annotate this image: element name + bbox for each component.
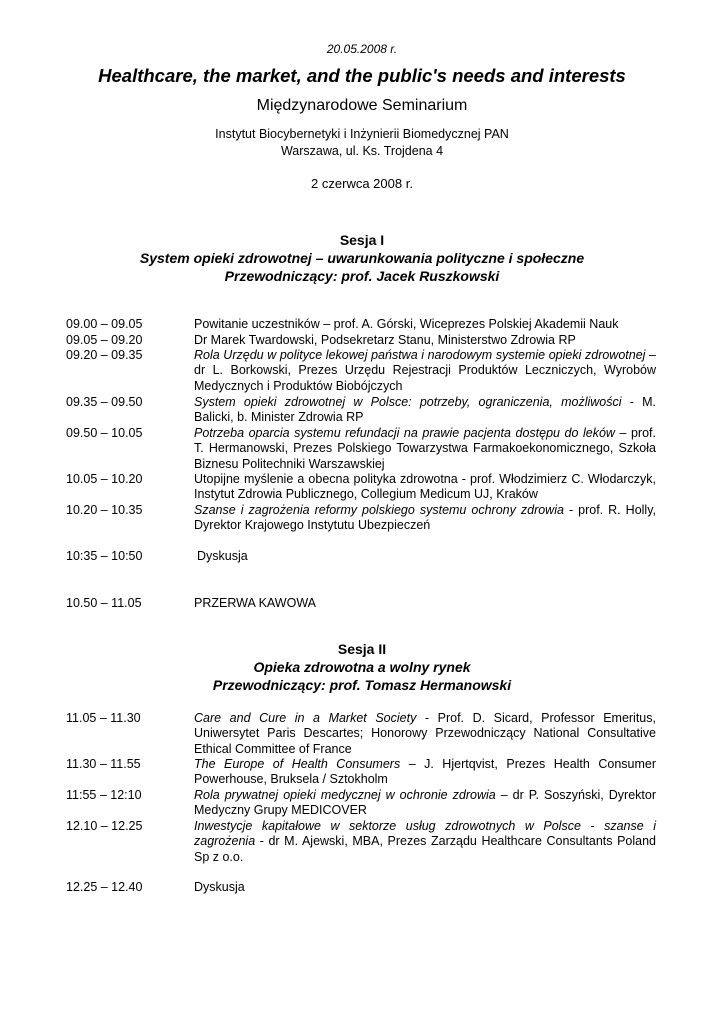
agenda-time: 09.05 – 09.20	[66, 333, 143, 347]
agenda-time: 12.25 – 12.40	[66, 880, 143, 894]
agenda-description	[194, 395, 656, 426]
agenda-talk-title: System opieki zdrowotnej w Polsce: potrzeby, ograniczenia, możliwości	[194, 395, 622, 409]
agenda-description	[194, 503, 656, 534]
agenda-description	[194, 333, 656, 348]
session-1-topic: System opieki zdrowotnej – uwarunkowania polityczne i społeczne	[139, 250, 585, 266]
agenda-time: 11.05 – 11.30	[66, 711, 141, 725]
agenda-time: 10.20 – 10.35	[66, 503, 143, 517]
agenda-time: 09.50 – 10.05	[66, 426, 143, 440]
document-title: Healthcare, the market, and the public's needs and interests	[98, 65, 626, 86]
agenda-description	[194, 472, 656, 503]
agenda-speaker: - M. Balicki, b. Minister Zdrowia RP	[194, 395, 656, 425]
agenda-speaker: Dyskusja	[197, 549, 248, 563]
agenda-time: 09.00 – 09.05	[66, 317, 143, 331]
agenda-time: 09.20 – 09.35	[66, 348, 143, 362]
agenda-description	[194, 819, 656, 865]
agenda-speaker: - prof. R. Holly, Dyrektor Krajowego Instytutu Ubezpieczeń	[194, 503, 656, 533]
agenda-time: 11:55 – 12:10	[66, 788, 142, 802]
session-2-chair: Przewodniczący: prof. Tomasz Hermanowski	[212, 677, 512, 693]
seminar-label: Międzynarodowe Seminarium	[256, 97, 468, 114]
session-2-topic: Opieka zdrowotna a wolny rynek	[253, 659, 471, 675]
agenda-description	[194, 596, 656, 611]
agenda-time: 11.30 – 11.55	[66, 757, 141, 771]
agenda-talk-title: Care and Cure in a Market Society	[194, 711, 417, 725]
agenda-speaker: Powitanie uczestników – prof. A. Górski, Wiceprezes Polskiej Akademii Nauk	[194, 317, 619, 331]
agenda-speaker: Utopijne myślenie a obecna polityka zdrowotna - prof. Włodzimierz C. Włodarczyk, Instytut Zdrowia Publicznego, Collegium Medicum UJ, Kraków	[194, 472, 656, 502]
agenda-time: 12.10 – 12.25	[66, 819, 143, 833]
agenda-description	[194, 711, 656, 757]
document-date: 20.05.2008 r.	[326, 42, 398, 56]
agenda-speaker: Dyskusja	[194, 880, 245, 894]
agenda-description	[194, 317, 656, 332]
session-2-heading: Sesja II	[337, 641, 387, 657]
agenda-speaker: PRZERWA KAWOWA	[194, 596, 316, 610]
agenda-time: 10.05 – 10.20	[66, 472, 143, 486]
event-date: 2 czerwca 2008 r.	[311, 176, 413, 191]
agenda-talk-title: Inwestycje kapitałowe w sektorze usług zdrowotnych w Polsce - szanse i zagrożenia	[194, 819, 656, 849]
agenda-time: 10:35 – 10:50	[66, 549, 143, 563]
agenda-speaker: - Prof. D. Sicard, Professor Emeritus, Uniwersytet Paris Descartes; Honorowy Przewodniczący National Consultative Ethical Committee of France	[194, 711, 656, 756]
session-1-heading: Sesja I	[339, 232, 385, 248]
agenda-speaker: – dr L. Borkowski, Prezes Urzędu Rejestracji Produktów Leczniczych, Wyrobów Medycznych i Produktów Biobójczych	[194, 348, 656, 393]
agenda-time: 10.50 – 11.05	[66, 596, 142, 610]
institute-address: Warszawa, ul. Ks. Trojdena 4	[280, 144, 444, 158]
agenda-description	[194, 426, 656, 472]
agenda-speaker: Dr Marek Twardowski, Podsekretarz Stanu, Ministerstwo Zdrowia RP	[194, 333, 576, 347]
agenda-talk-title: Rola prywatnej opieki medycznej w ochronie zdrowia	[194, 788, 496, 802]
agenda-talk-title: The Europe of Health Consumers	[194, 757, 401, 771]
agenda-speaker: – dr P. Soszyński, Dyrektor Medyczny Grupy MEDICOVER	[194, 788, 656, 818]
agenda-description	[194, 788, 656, 819]
agenda-time: 09.35 – 09.50	[66, 395, 143, 409]
agenda-description	[194, 757, 656, 788]
agenda-talk-title: Rola Urzędu w polityce lekowej państwa i narodowym systemie opieki zdrowotnej	[194, 348, 646, 362]
agenda-talk-title: Szanse i zagrożenia reformy polskiego systemu ochrony zdrowia	[194, 503, 564, 517]
session-1-chair: Przewodniczący: prof. Jacek Ruszkowski	[224, 268, 500, 284]
agenda-speaker: – prof. T. Hermanowski, Prezes Polskiego Towarzystwa Farmakoekonomicznego, Szkoła Biznesu Politechniki Warszawskiej	[194, 426, 656, 471]
agenda-speaker: – J. Hjertqvist, Prezes Health Consumer Powerhouse, Bruksela / Sztokholm	[194, 757, 656, 787]
institute-name: Instytut Biocybernetyki i Inżynierii Biomedycznej PAN	[215, 127, 509, 141]
agenda-description	[194, 348, 656, 394]
agenda-description	[194, 880, 656, 895]
agenda-speaker: - dr M. Ajewski, MBA, Prezes Zarządu Healthcare Consultants Poland Sp z o.o.	[194, 834, 656, 864]
agenda-description	[197, 549, 659, 564]
agenda-talk-title: Potrzeba oparcia systemu refundacji na prawie pacjenta dostępu do leków	[194, 426, 615, 440]
